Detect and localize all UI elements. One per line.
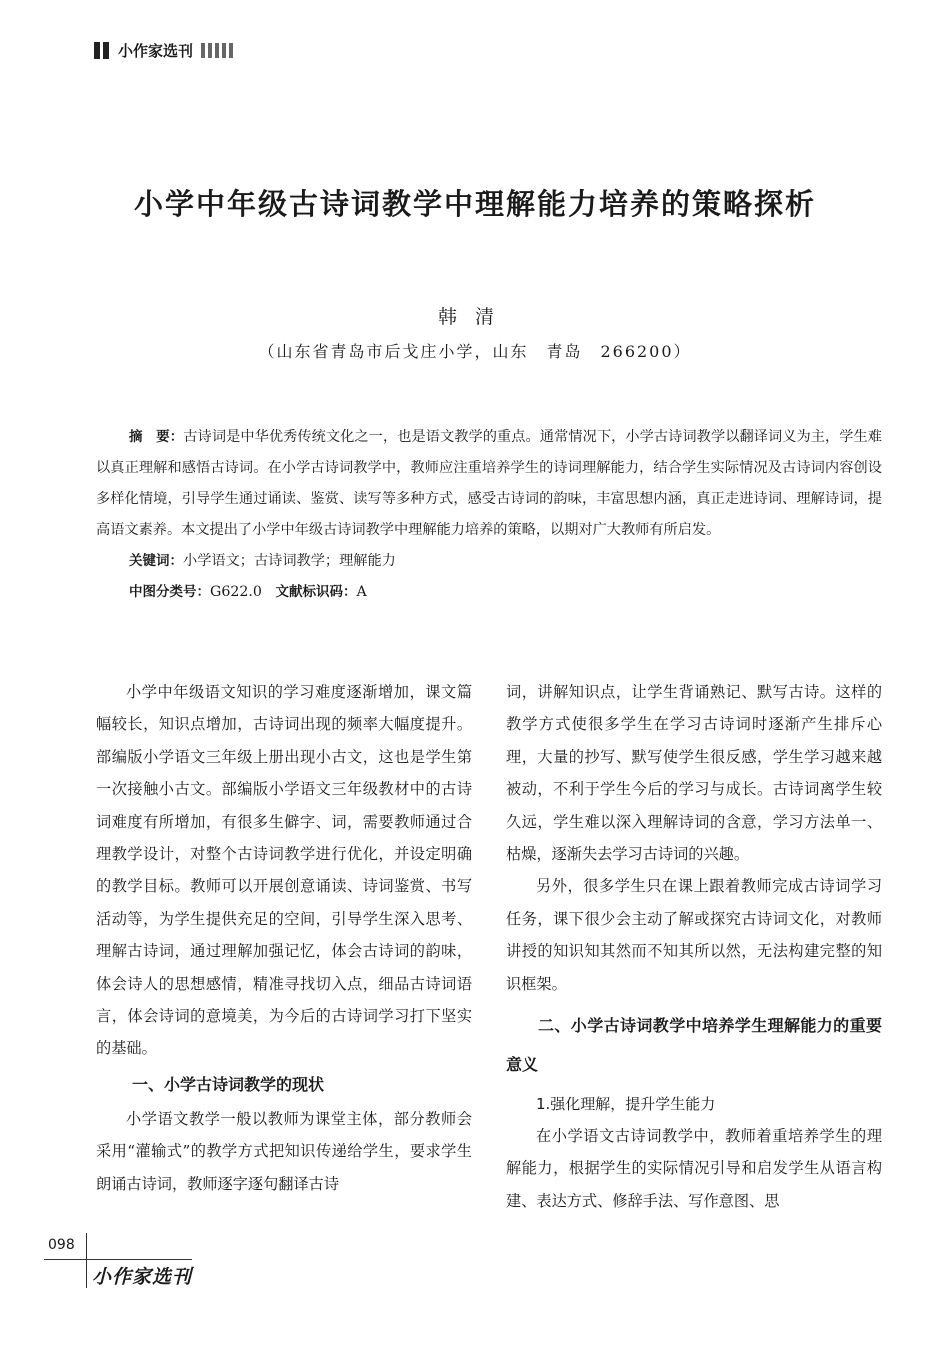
keywords-label: 关键词： — [129, 553, 183, 569]
abstract-block — [96, 422, 882, 608]
doc-code-label: 文献标识码： — [275, 584, 357, 600]
classification-line — [96, 577, 882, 608]
author-name: 韩清 — [437, 306, 512, 328]
body-paragraph: 小学中年级语文知识的学习难度逐渐增加，课文篇幅较长，知识点增加，古诗词出现的频率大幅度提升。部编版小学语文三年级上册出现小古文，这也是学生第一次接触小古文。部编版小学语文三年级教材中的古诗词难度有所增加，有很多生僻字、词，需要教师通过合理教学设计，对整个古诗词教学进行优化，并设定明确的教学目标。教师可以开展创意诵读、诗词鉴赏、书写活动等，为学生提供充足的空间，引导学生深入思考、理解古诗词，通过理解加强记忆，体会古诗词的韵味，体会诗人的思想感情，精准寻找切入点，细品古诗词语言，体会诗词的意境美，为今后的古诗词学习打下坚实的基础。 — [96, 683, 472, 1058]
body-left-column — [96, 676, 472, 1200]
subsection-heading-1: 1.强化理解，提升学生能力 — [536, 1095, 716, 1114]
keywords-line — [96, 546, 882, 577]
footer-divider-horizontal — [44, 1259, 192, 1260]
footer-divider-vertical — [86, 1233, 87, 1288]
body-paragraph: 小学语文教学一般以教师为课堂主体，部分教师会采用“灌输式”的教学方式把知识传递给学生，要求学生朗诵古诗词，教师逐字逐句翻译古诗 — [96, 1109, 472, 1193]
running-header — [94, 38, 236, 62]
journal-logo: 小作家选刊 — [92, 1266, 193, 1288]
abstract-text: 古诗词是中华优秀传统文化之一，也是语文教学的重点。通常情况下，小学古诗词教学以翻译词义为主，学生难以真正理解和感悟古诗词。在小学古诗词教学中，教师应注重培养学生的诗词理解能力，结合学生实际情况及古诗词内容创设多样化情境，引导学生通过诵读、鉴赏、读写等多种方式，感受古诗词的韵味，丰富思想内涵，真正走进诗词、理解诗词，提高语文素养。本文提出了小学中年级古诗词教学中理解能力培养的策略，以期对广大教师有所启发。 — [96, 429, 882, 538]
body-paragraph: 另外，很多学生只在课上跟着教师完成古诗词学习任务，课下很少会主动了解或探究古诗词文化，对教师讲授的知识知其然而不知其所以然，无法构建完整的知识框架。 — [506, 877, 882, 993]
abstract-paragraph — [96, 422, 882, 546]
header-left-bars — [94, 42, 112, 59]
doc-code-value: A — [356, 584, 367, 600]
section-heading-1: 一、小学古诗词教学的现状 — [132, 1074, 325, 1094]
page-number: 098 — [48, 1237, 75, 1253]
author-affiliation: （山东省青岛市后戈庄小学，山东 青岛 266200） — [258, 342, 692, 361]
header-right-bars — [201, 43, 236, 58]
article-title: 小学中年级古诗词教学中理解能力培养的策略探析 — [133, 187, 816, 221]
abstract-label: 摘 要： — [129, 429, 184, 445]
body-paragraph: 词，讲解知识点，让学生背诵熟记、默写古诗。这样的教学方式使很多学生在学习古诗词时逐渐产生排斥心理，大量的抄写、默写使学生很反感，学生学习越来越被动，不利于学生今后的学习与成长。古诗词离学生较久远，学生难以深入理解诗词的含意，学习方法单一、枯燥，逐渐失去学习古诗词的兴趣。 — [506, 683, 882, 864]
section-heading-2: 二、小学古诗词教学中培养学生理解能力的重要意义 — [506, 1016, 882, 1075]
journal-name: 小作家选刊 — [118, 41, 194, 60]
clc-value: G622.0 — [210, 584, 262, 600]
body-paragraph: 在小学语文古诗词教学中，教师着重培养学生的理解能力，根据学生的实际情况引导和启发学生从语言构建、表达方式、修辞手法、写作意图、思 — [506, 1127, 882, 1210]
keywords-text: 小学语文；古诗词教学；理解能力 — [183, 553, 396, 569]
clc-label: 中图分类号： — [129, 584, 210, 600]
body-right-column — [506, 676, 882, 1217]
